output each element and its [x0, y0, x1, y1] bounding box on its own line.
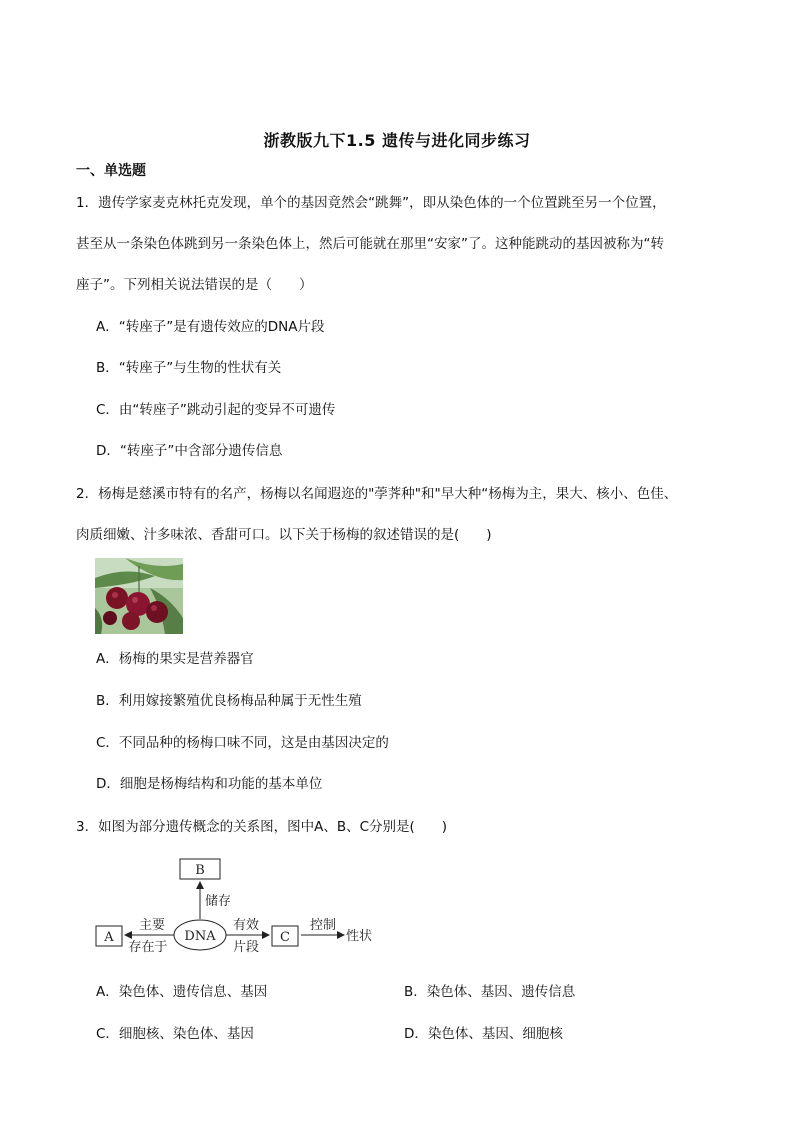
q2-option-d: D．细胞是杨梅结构和功能的基本单位 [96, 776, 323, 792]
q3-option-c: C．细胞核、染色体、基因 [96, 1026, 254, 1042]
q2-option-c: C．不同品种的杨梅口味不同，这是由基因决定的 [96, 735, 389, 751]
page-title: 浙教版九下1.5 遗传与进化同步练习 [263, 131, 531, 150]
q2-line-1: 2．杨梅是慈溪市特有的名产，杨梅以名闻遐迩的"荸荠种"和"早大种“杨梅为主，果大、核小、色佳、 [76, 486, 678, 502]
label-control: 控制 [309, 918, 337, 933]
label-store: 储存 [205, 894, 232, 909]
box-b-label: B [195, 863, 205, 878]
q3-option-d: D．染色体、基因、细胞核 [404, 1026, 563, 1042]
dna-label: DNA [184, 929, 216, 944]
section-heading: 一、单选题 [76, 163, 146, 179]
q1-line-3: 座子”。下列相关说法错误的是（ ） [76, 277, 313, 293]
label-eff-2: 片段 [232, 940, 260, 955]
box-c-label: C [280, 930, 290, 945]
label-trait: 性状 [346, 929, 373, 944]
q3-option-b: B．染色体、基因、遗传信息 [404, 984, 576, 1000]
label-eff-1: 有效 [232, 918, 260, 933]
q2-option-a: A．杨梅的果实是营养器官 [96, 651, 254, 667]
q2-line-2: 肉质细嫩、汁多味浓、香甜可口。以下关于杨梅的叙述错误的是( ) [76, 527, 492, 543]
q3-line-1: 3．如图为部分遗传概念的关系图，图中A、B、C分别是( ) [76, 819, 448, 835]
label-main-1: 主要 [138, 918, 166, 933]
label-main-2: 存在于 [128, 940, 168, 955]
bayberry-photo [95, 558, 183, 634]
q1-option-b: B．“转座子”与生物的性状有关 [96, 360, 282, 376]
q1-option-d: D．“转座子”中含部分遗传信息 [96, 443, 283, 459]
q2-option-b: B．利用嫁接繁殖优良杨梅品种属于无性生殖 [96, 693, 362, 709]
q1-line-1: 1．遗传学家麦克林托克发现，单个的基因竟然会“跳舞”，即从染色体的一个位置跳至另一个位置， [76, 195, 666, 211]
q1-line-2: 甚至从一条染色体跳到另一条染色体上，然后可能就在那里“安家”了。这种能跳动的基因被称为“转 [76, 236, 664, 252]
q3-option-a: A．染色体、遗传信息、基因 [96, 984, 268, 1000]
q1-option-c: C．由“转座子”跳动引起的变异不可遗传 [96, 402, 336, 418]
box-a-label: A [104, 930, 114, 945]
q1-option-a: A．“转座子”是有遗传效应的DNA片段 [96, 319, 325, 335]
genetics-concept-diagram [92, 855, 392, 955]
